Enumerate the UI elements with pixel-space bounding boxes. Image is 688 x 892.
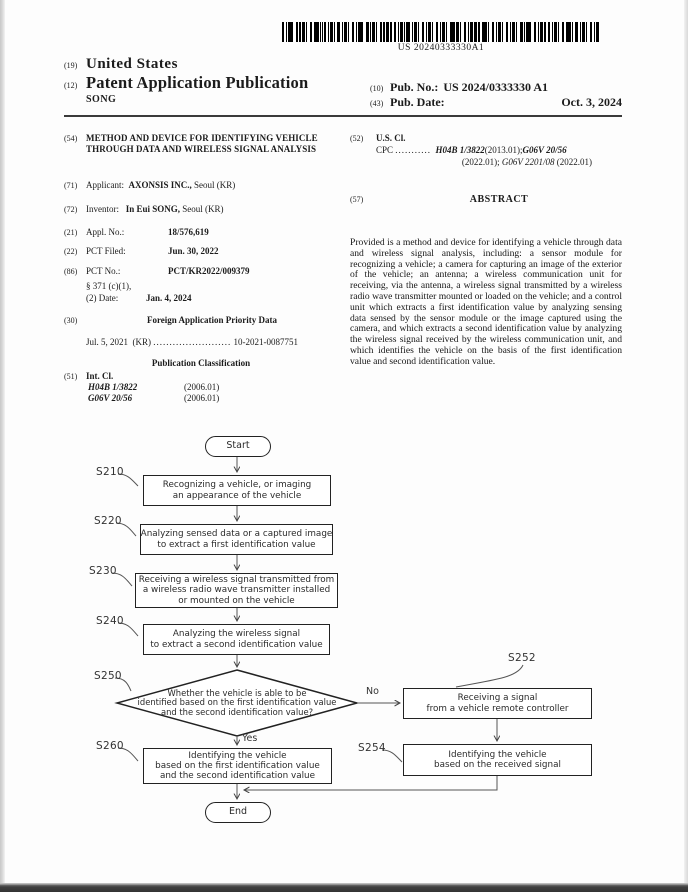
publication-classification-heading: Publication Classification [151,358,251,368]
inventor-name: In Eui SONG, [125,204,181,214]
step-label-s230: S230 [89,565,117,577]
appl-no-line [86,227,338,238]
priority-entry [64,337,338,348]
cpc-line-1 [350,145,622,156]
inventor-line [86,204,338,215]
int-cl-entry-1 [64,382,338,393]
int-cl-version-2: (2006.01) [184,393,220,403]
s371-line1: § 371 (c)(1), [86,281,132,291]
inid-72: (72) [64,205,78,214]
country-name: United States [86,56,178,72]
s260-line3: and the second identification value [159,771,316,782]
flow-step-s240 [143,624,330,655]
pct-no-value: PCT/KR2022/009379 [168,266,250,276]
inventor-rest: Seoul (KR) [180,204,224,214]
inid-12: (12) [64,81,78,90]
inid-19: (19) [64,61,78,70]
us-cl-label: U.S. Cl. [376,133,406,143]
appl-no-label: Appl. No.: [86,227,125,237]
pct-filed-label: PCT Filed: [86,246,126,256]
cpc-class-2: G06V 20/56 [522,145,567,155]
cpc-class-1: H04B 1/3822 [435,145,485,155]
pct-no-line [86,266,338,277]
inid-43: (43) [370,99,384,108]
s240-line2: to extract a second identification value [150,639,323,650]
cpc-class-3: G06V 2201/08 [501,157,555,167]
flow-step-s252 [403,688,592,719]
s210-line1: Recognizing a vehicle, or imaging [162,480,312,491]
s250-line3: and the second identification value? [160,706,314,717]
barcode-number: US 20240333330A1 [397,43,485,53]
pct-no-label: PCT No.: [86,266,121,276]
s252-line1: Receiving a signal [457,693,538,704]
cpc-line2-pre: (2022.01); [461,157,502,167]
inid-30: (30) [64,316,78,325]
s371-date-label: (2) Date: [86,293,119,303]
cpc-line-2 [350,157,592,168]
s371-date-value: Jan. 4, 2024 [146,293,192,303]
pub-no-value: US 2024/0333330 A1 [443,80,549,94]
scan-edge-left [0,0,5,892]
step-label-s250: S250 [94,670,122,682]
applicant-rest: Seoul (KR) [191,180,236,190]
applicant-name: AXONSIS INC., [128,180,192,190]
priority-dots: ........................ [153,337,232,347]
inid-71: (71) [64,181,78,190]
s230-line1: Receiving a wireless signal transmitted from [138,575,335,586]
priority-number: 10-2021-0087751 [233,337,299,347]
publication-kind: Patent Application Publication [86,73,309,92]
s371-line2 [64,293,338,304]
applicant-label: Applicant: [86,180,124,190]
s210-line2: an appearance of the vehicle [172,490,302,501]
inid-52: (52) [350,134,364,143]
flow-step-s230 [135,573,338,608]
int-cl-entry-2 [64,393,338,404]
appl-no-value: 18/576,619 [168,227,209,237]
s220-line2: to extract a first identification value [157,539,316,550]
header-rule [64,115,622,117]
inid-22: (22) [64,247,78,256]
edge-label-yes: Yes [242,733,258,744]
pct-filed-value: Jun. 30, 2022 [168,246,219,256]
pct-filed-line [86,246,338,257]
flow-end-label: End [228,806,248,818]
flow-start-label: Start [226,440,250,452]
scan-edge-right [684,0,688,892]
step-label-s260: S260 [96,740,124,752]
header-left [64,56,364,105]
applicant-line [86,180,338,191]
inid-54: (54) [64,134,78,143]
inid-86: (86) [64,267,78,276]
step-label-s240: S240 [96,615,124,627]
foreign-priority-heading: Foreign Application Priority Data [146,315,278,325]
flowchart-figure [0,428,688,858]
s250-line2: identified based on the first identification value [137,697,337,708]
inid-57: (57) [350,195,364,204]
s260-line1: Identifying the vehicle [188,750,287,761]
barcode [282,22,600,42]
int-cl-version-1: (2006.01) [184,382,220,392]
flow-step-s220 [140,524,333,555]
inventor-surname: SONG [86,94,117,105]
pub-no-label: Pub. No.: [390,80,439,94]
s260-line2: based on the first identification value [155,760,320,771]
s254-line1: Identifying the vehicle [448,749,547,760]
step-label-s254: S254 [358,742,386,754]
flow-step-s260 [143,748,332,784]
priority-date: Jul. 5, 2021 [86,337,129,347]
flow-decision-s250 [122,675,352,731]
pub-date-label: Pub. Date: [390,95,445,109]
header-right [370,80,622,110]
cpc-line2-post: (2022.01) [554,157,592,167]
cpc-mid: (2013.01); [484,145,523,155]
scan-edge-bottom [0,883,688,892]
s254-line2: based on the received signal [434,760,561,770]
step-label-s252: S252 [508,652,536,664]
flow-step-s254 [403,744,592,776]
edge-label-no: No [366,686,379,697]
abstract-heading: ABSTRACT [469,194,529,205]
pub-date-value: Oct. 3, 2024 [561,95,622,109]
flow-start-node [205,436,271,457]
flow-step-s210 [143,475,331,506]
int-cl-class-2: G06V 20/56 [88,393,133,403]
step-label-s210: S210 [96,466,124,478]
int-cl-label: Int. Cl. [86,371,114,381]
s230-line3: or mounted on the vehicle [178,595,295,606]
s240-line1: Analyzing the wireless signal [172,629,301,640]
s220-line1: Analyzing sensed data or a captured image [140,529,333,540]
s250-line1: Whether the vehicle is able to be [167,687,307,698]
step-label-s220: S220 [94,515,122,527]
invention-title: METHOD AND DEVICE FOR IDENTIFYING VEHICLE THROUGH DATA AND WIRELESS SIGNAL ANALYSIS [86,133,318,154]
inid-51: (51) [64,372,78,381]
cpc-dots: ........... [395,145,432,155]
inid-21: (21) [64,228,78,237]
flow-end-node [205,802,271,823]
abstract-text: Provided is a method and device for identifying a vehicle through data and wireless signal analysis, including: a sensor module for recognizing a vehicle; a camera for capturing an image of the exterior of the vehicle; an antenna; a wireless communication unit for receiving, via the antenna, a wireless signal transmitted by a wireless radio wave transmitter mounted or loaded on the vehicle; and a control unit which extracts a first identification value by analyzing sensing data sensed by the sensor module or the image captured using the camera, and which extracts a second identification value by analyzing the wireless signal received by the wireless communication unit, and which identifies the vehicle on the basis of the first identification value and second identification value. [350,237,622,367]
priority-country: (KR) [132,337,152,347]
s252-line2: from a vehicle remote controller [426,703,569,714]
cpc-label: CPC [376,145,394,155]
inid-10: (10) [370,84,384,93]
s230-line2: a wireless radio wave transmitter installed [142,585,331,596]
int-cl-class-1: H04B 1/3822 [88,382,138,392]
flowchart-connectors [0,428,688,858]
inventor-label: Inventor: [86,204,119,214]
